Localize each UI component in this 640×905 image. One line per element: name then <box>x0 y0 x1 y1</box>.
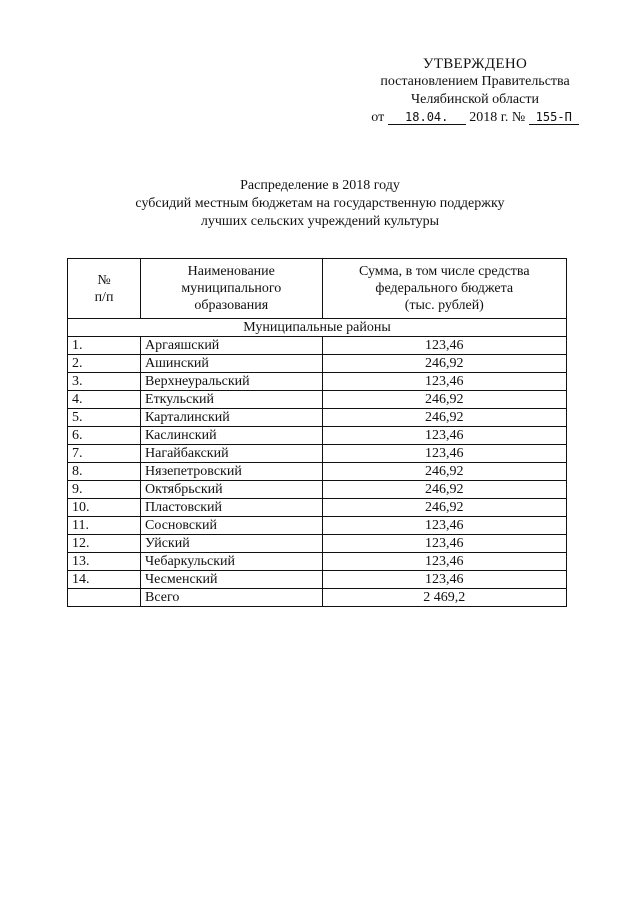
row-name: Пластовский <box>141 499 323 517</box>
table-row <box>68 553 567 571</box>
table-row <box>68 499 567 517</box>
table-body <box>68 319 567 589</box>
row-name: Чесменский <box>141 571 323 589</box>
row-amount: 246,92 <box>322 463 566 481</box>
title-line-2: субсидий местным бюджетам на государственную поддержку <box>135 196 505 211</box>
row-amount: 123,46 <box>322 517 566 535</box>
row-number: 10. <box>68 499 141 517</box>
row-amount: 123,46 <box>322 373 566 391</box>
approval-line-1: постановлением Правительства <box>380 74 570 89</box>
row-number: 12. <box>68 535 141 553</box>
table-row <box>68 355 567 373</box>
row-name: Ашинский <box>141 355 323 373</box>
row-number: 13. <box>68 553 141 571</box>
row-name: Нагайбакский <box>141 445 323 463</box>
row-name: Октябрьский <box>141 481 323 499</box>
table-row <box>68 571 567 589</box>
table-header-row <box>68 259 567 319</box>
total-number <box>68 589 141 607</box>
header-sum <box>322 259 566 319</box>
title-line-3: лучших сельских учреждений культуры <box>200 214 440 229</box>
section-label: Муниципальные районы <box>68 319 567 337</box>
subsidy-table <box>67 258 567 607</box>
row-name: Сосновский <box>141 517 323 535</box>
table-row <box>68 409 567 427</box>
row-number: 3. <box>68 373 141 391</box>
table-row <box>68 337 567 355</box>
section-row <box>68 319 567 337</box>
table-row <box>68 373 567 391</box>
row-number: 7. <box>68 445 141 463</box>
total-label: Всего <box>141 589 323 607</box>
header-sum-line-3: (тыс. рублей) <box>404 298 484 313</box>
row-amount: 246,92 <box>322 391 566 409</box>
table-row <box>68 535 567 553</box>
year-text: 2018 г. № <box>469 110 526 125</box>
row-amount: 246,92 <box>322 409 566 427</box>
approval-date: 18.04. <box>388 110 466 125</box>
row-name: Каслинский <box>141 427 323 445</box>
row-number: 6. <box>68 427 141 445</box>
date-prefix: от <box>371 110 385 125</box>
row-name: Еткульский <box>141 391 323 409</box>
header-number-line-2: п/п <box>94 289 114 305</box>
table-row <box>68 427 567 445</box>
row-number: 9. <box>68 481 141 499</box>
row-number: 8. <box>68 463 141 481</box>
row-number: 5. <box>68 409 141 427</box>
row-amount: 246,92 <box>322 499 566 517</box>
row-amount: 123,46 <box>322 571 566 589</box>
row-amount: 123,46 <box>322 535 566 553</box>
table-row <box>68 463 567 481</box>
header-number <box>68 259 141 319</box>
total-amount: 2 469,2 <box>322 589 566 607</box>
row-number: 11. <box>68 517 141 535</box>
row-number: 1. <box>68 337 141 355</box>
header-sum-line-1: Сумма, в том числе средства <box>358 264 530 279</box>
total-row <box>68 589 567 607</box>
approval-date-line <box>360 109 590 127</box>
row-number: 4. <box>68 391 141 409</box>
approval-number: 155-П <box>529 110 579 125</box>
row-amount: 123,46 <box>322 427 566 445</box>
header-name-line-2: муниципального <box>181 281 282 296</box>
header-name <box>141 259 323 319</box>
title-line-1: Распределение в 2018 году <box>240 178 400 193</box>
table-row <box>68 517 567 535</box>
row-amount: 123,46 <box>322 337 566 355</box>
table-row <box>68 391 567 409</box>
approval-line-2: Челябинской области <box>411 92 539 107</box>
approval-heading: УТВЕРЖДЕНО <box>422 56 528 72</box>
row-number: 14. <box>68 571 141 589</box>
header-number-line-1: № <box>97 272 111 288</box>
row-name: Нязепетровский <box>141 463 323 481</box>
row-name: Аргаяшский <box>141 337 323 355</box>
table-row <box>68 445 567 463</box>
header-sum-line-2: федерального бюджета <box>375 281 514 296</box>
row-number: 2. <box>68 355 141 373</box>
document-title <box>0 177 640 231</box>
approval-block <box>360 55 590 127</box>
row-name: Чебаркульский <box>141 553 323 571</box>
row-amount: 123,46 <box>322 445 566 463</box>
row-name: Верхнеуральский <box>141 373 323 391</box>
row-name: Карталинский <box>141 409 323 427</box>
row-name: Уйский <box>141 535 323 553</box>
table-row <box>68 481 567 499</box>
row-amount: 246,92 <box>322 355 566 373</box>
header-name-line-1: Наименование <box>187 264 275 279</box>
header-name-line-3: образования <box>194 298 269 313</box>
row-amount: 123,46 <box>322 553 566 571</box>
row-amount: 246,92 <box>322 481 566 499</box>
